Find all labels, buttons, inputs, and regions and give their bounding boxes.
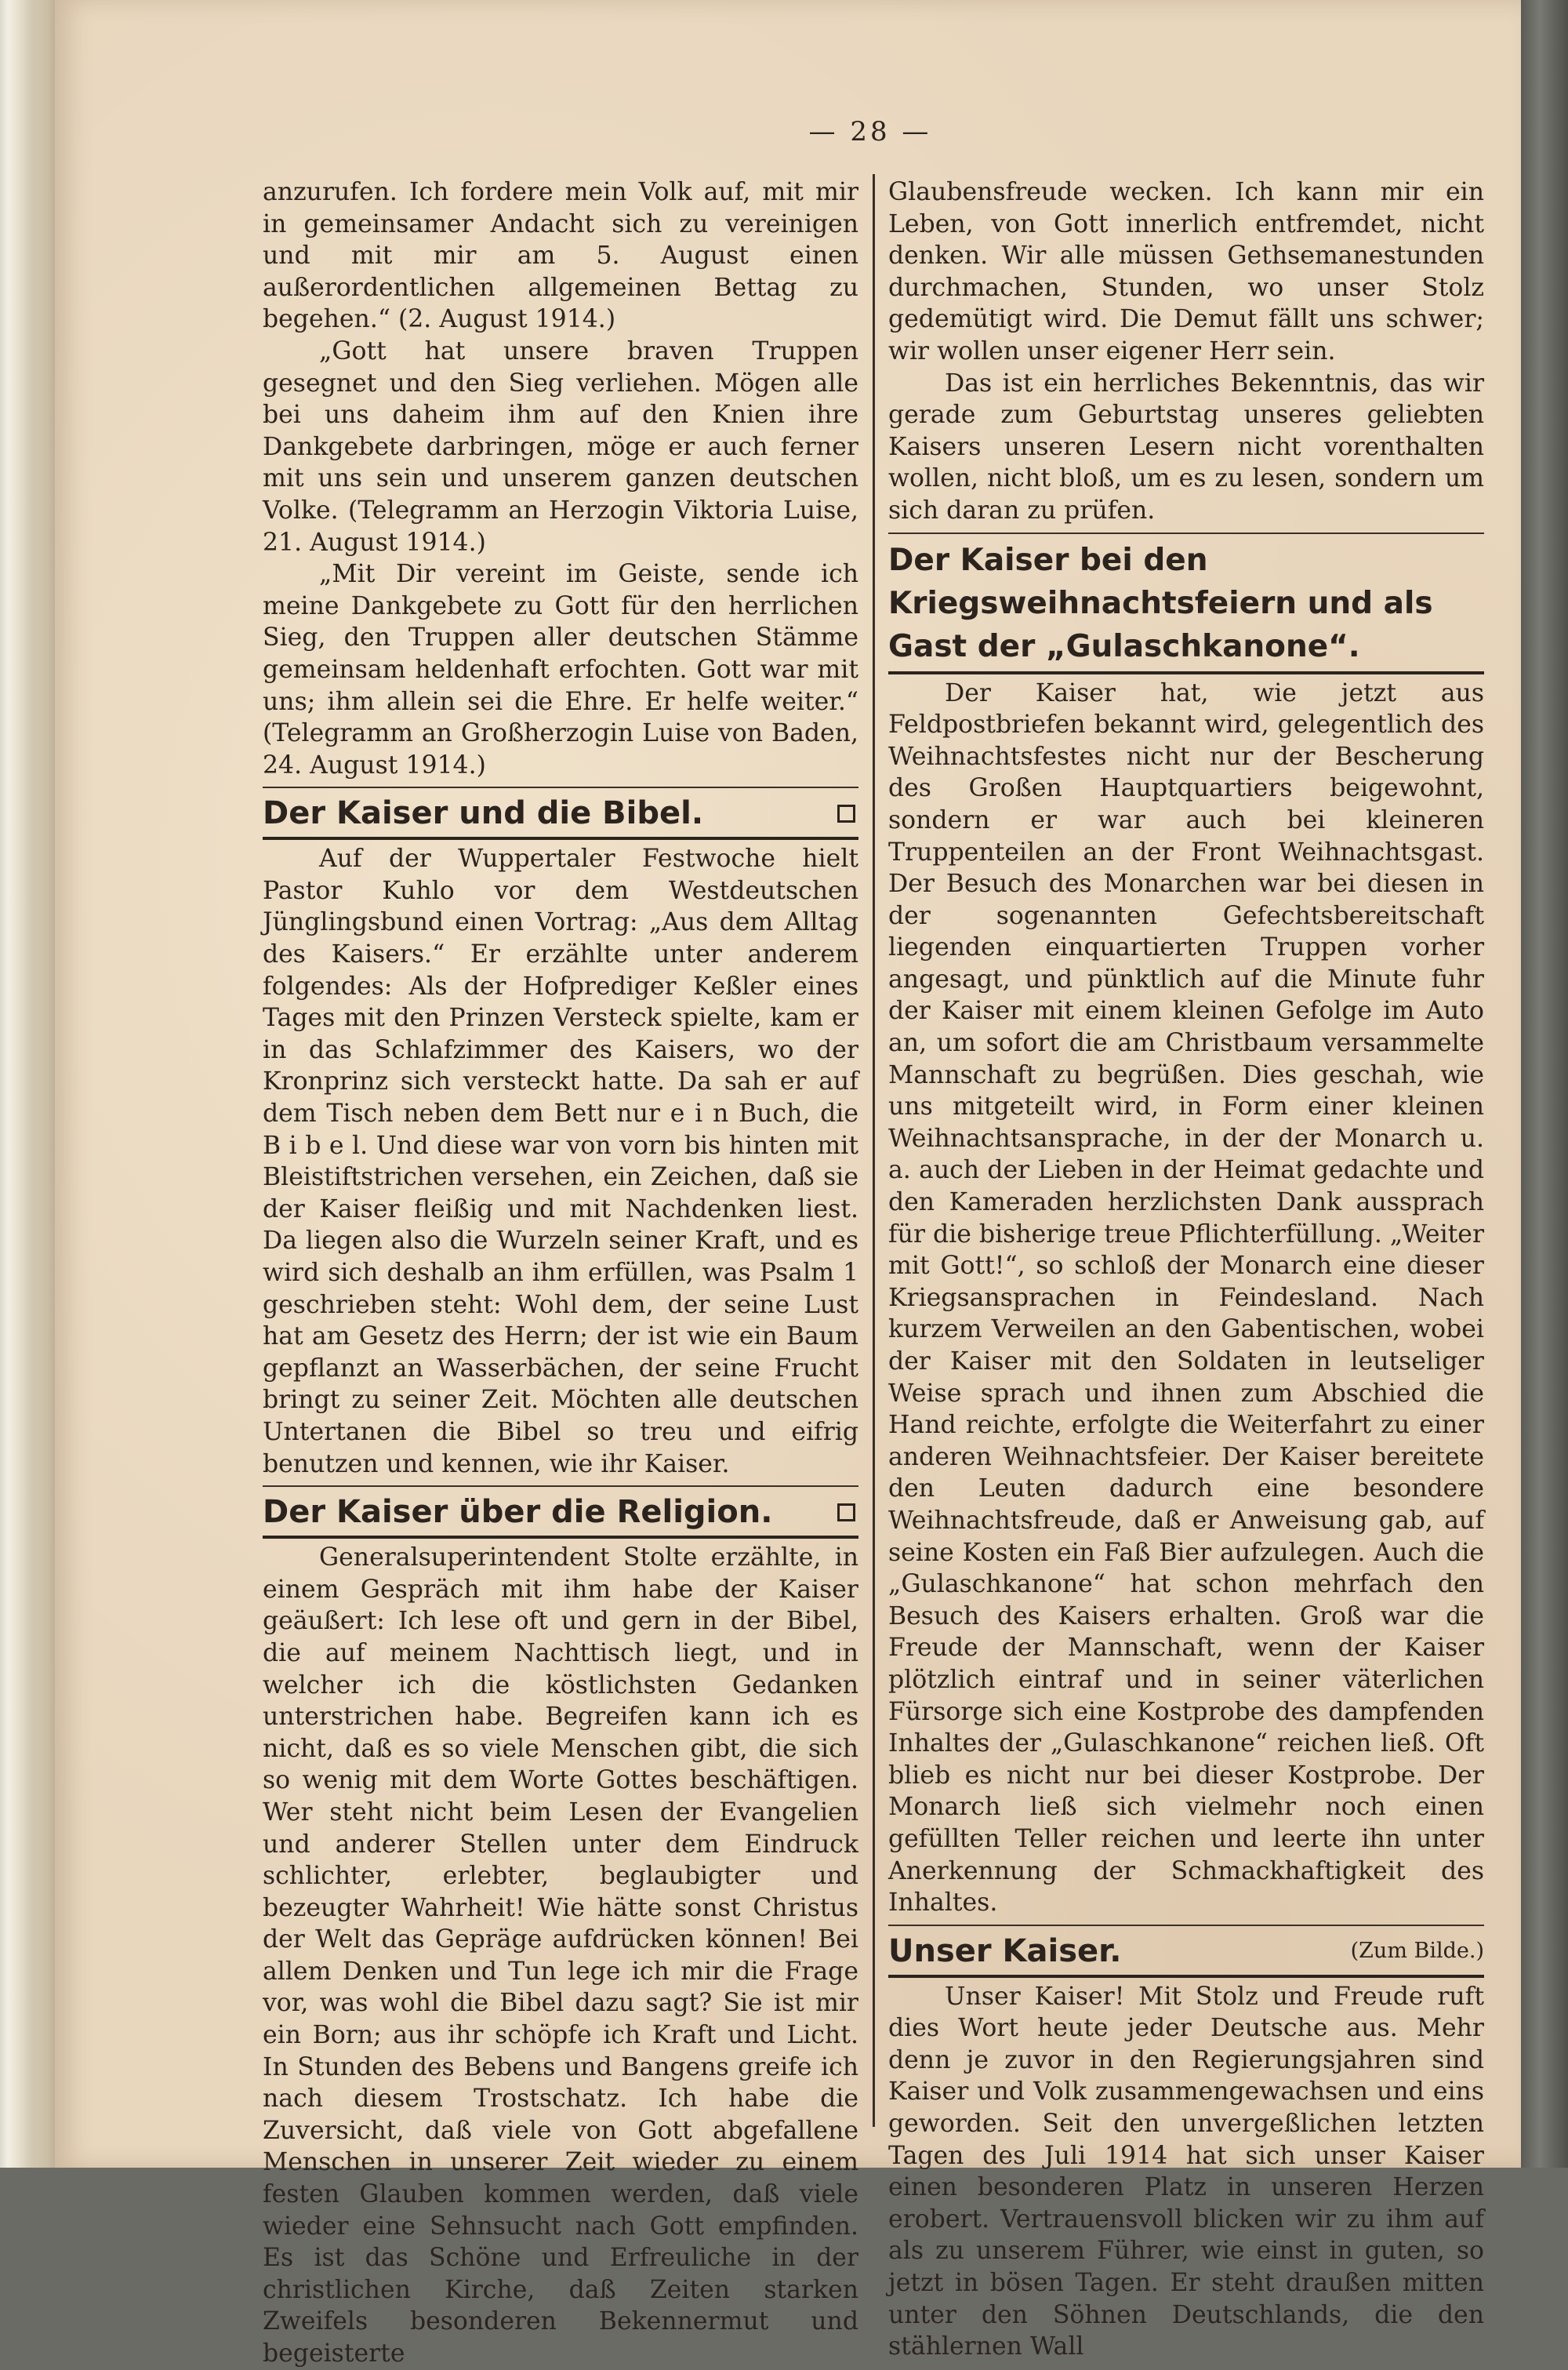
- paragraph: Glaubensfreude wecken. Ich kann mir ein Leben, von Gott innerlich entfremdet, nicht denken. Wir alle müssen Gethsemanestunden durchmachen, Stunden, wo unser Stolz gedemütigt wird. Die Demut fällt uns schwer; wir wollen unser eigener Herr sein.: [888, 178, 1484, 365]
- section-note: (Zum Bilde.): [1350, 1938, 1484, 1963]
- square-ornament-icon: [837, 805, 855, 823]
- section-heading: [263, 1492, 858, 1532]
- section-title: Der Kaiser über die Religion.: [263, 1494, 773, 1531]
- section-rule: [263, 787, 858, 788]
- paragraph: Generalsuperintendent Stolte erzählte, in einem Gespräch mit ihm habe der Kaiser geäußert: Ich lese oft und gern in der Bibel, die auf meinem Nachttisch liegt, und in welcher ich die köstlichsten Gedanken unterstrichen habe. Begreifen kann ich es nicht, daß es so viele Menschen gibt, die sich so wenig mit dem Worte Gottes beschäftigen. Wer steht nicht beim Lesen der Evangelien und anderer Stellen unter dem Eindruck schlichter, erlebter, beglaubigter und bezeugter Wahrheit! Wie hätte sonst Christus der Welt das Gepräge aufdrücken können! Bei allem Denken und Tun lege ich mir die Frage vor, was wohl die Bibel dazu sagt? Sie ist mir ein Born; aus ihr schöpfe ich Kraft und Licht. In Stunden des Bebens und Bangens greife ich nach diesem Trostschatz. Ich habe die Zuversicht, daß viele von Gott abgefallene Menschen in unserer Zeit wieder zu einem festen Glauben kommen werden, daß viele wieder eine Sehnsucht nach Gott empfinden. Es ist das Schöne und Erfreuliche in der christlichen Kirche, daß Zeiten starken Zweifels besonderen Bekennermut und begeisterte: [263, 1543, 858, 2368]
- section-title: Unser Kaiser.: [888, 1932, 1122, 1969]
- section-rule: [263, 1485, 858, 1487]
- section-heading: Der Kaiser bei den Kriegsweihnachtsfeiern und als Gast der „Gulaschkanone“.: [888, 542, 1433, 664]
- paragraph: „Gott hat unsere braven Truppen gesegnet und den Sieg verliehen. Mögen alle bei uns daheim ihm auf den Knien ihre Dankgebete darbringen, möge er auch ferner mit uns sein und unserem ganzen deutschen Volke. (Telegramm an Herzogin Viktoria Luise, 21. August 1914.): [263, 336, 858, 557]
- page-number: — 28 —: [808, 116, 932, 147]
- book-binding-edge: [0, 0, 55, 2168]
- section-rule: [263, 837, 858, 840]
- paragraph: „Mit Dir vereint im Geiste, sende ich meine Dankgebete zu Gott für den herrlichen Sieg, den Truppen aller deutschen Stämme gemeinsam heldenhaft erfochten. Gott war mit uns; ihm allein sei die Ehre. Er helfe weiter.“ (Telegramm an Großherzogin Luise von Baden, 24. August 1914.): [263, 560, 858, 780]
- paragraph: Der Kaiser hat, wie jetzt aus Feldpostbriefen bekannt wird, gelegentlich des Weihnachtsfestes nicht nur der Bescherung des Großen Hauptquartiers beigewohnt, sondern er war auch bei kleineren Truppenteilen an der Front Weihnachtsgast. Der Besuch des Monarchen war bei diesen in der sogenannten Gefechtsbereitschaft liegenden einquartierten Truppen vorher angesagt, und pünktlich auf die Minute fuhr der Kaiser mit einem kleinen Gefolge im Auto an, um sofort die am Christbaum versammelte Mannschaft zu begrüßen. Dies geschah, wie uns mitgeteilt wird, in Form einer kleinen Weihnachtsansprache, in der der Monarch u. a. auch der Lieben in der Heimat gedachte und den Kameraden herzlichsten Dank aussprach für die bisherige treue Pflichterfüllung. „Weiter mit Gott!“, so schloß der Monarch eine dieser Kriegsansprachen in Feindesland. Nach kurzem Verweilen an den Gabentischen, wobei der Kaiser mit den Soldaten in leutseliger Weise sprach und ihnen zum Abschied die Hand reichte, erfolgte die Weiterfahrt zu einer anderen Weihnachtsfeier. Der Kaiser bereitete den Leuten dadurch eine besondere Weihnachtsfreude, daß er Anweisung gab, auf seine Kosten ein Faß Bier aufzulegen. Auch die „Gulaschkanone“ hat schon mehrfach den Besuch des Kaisers erhalten. Groß war die Freude der Mannschaft, wenn der Kaiser plötzlich eintraf und in seiner väterlichen Fürsorge sich eine Kostprobe des dampfenden Inhaltes der „Gulaschkanone“ reichen ließ. Oft blieb es nicht nur bei dieser Kostprobe. Der Monarch ließ sich vielmehr noch einen gefüllten Teller reichen und leerte ihn unter Anerkennung der Schmackhaftigkeit des Inhaltes.: [888, 678, 1484, 1917]
- paragraph: Das ist ein herrliches Bekenntnis, das wir gerade zum Geburtstag unseres geliebten Kaisers unseren Lesern nicht vorenthalten wollen, nicht bloß, um es zu lesen, sondern um sich daran zu prüfen.: [888, 369, 1484, 525]
- section-rule: [263, 1536, 858, 1539]
- square-ornament-icon: [837, 1503, 855, 1521]
- section-heading: [263, 793, 858, 834]
- section-title: Der Kaiser und die Bibel.: [263, 795, 704, 832]
- paragraph: Unser Kaiser! Mit Stolz und Freude ruft dies Wort heute jeder Deutsche aus. Mehr denn je zuvor in den Regierungsjahren sind Kaiser und Volk zusammengewachsen und eins geworden. Seit den unvergeßlichen letzten Tagen des Juli 1914 hat sich unser Kaiser einen besonderen Platz in unseren Herzen erobert. Vertrauensvoll blicken wir zu ihm auf als zu unserem Führer, wie einst in guten, so jetzt in bösen Tagen. Er steht draußen mitten unter den Söhnen Deutschlands, die den stählernen Wall: [888, 1982, 1484, 2361]
- section-heading: [888, 1931, 1484, 1972]
- section-rule: [888, 1925, 1484, 1926]
- section-rule: [888, 671, 1484, 674]
- paragraph: Auf der Wuppertaler Festwoche hielt Pastor Kuhlo vor dem Westdeutschen Jünglingsbund einen Vortrag: „Aus dem Alltag des Kaisers.“ Er erzählte unter anderem folgendes: Als der Hofprediger Keßler eines Tages mit den Prinzen Versteck spielte, kam er in das Schlafzimmer des Kaisers, wo der Kronprinz sich versteckt hatte. Da sah er auf dem Tisch neben dem Bett nur e i n Buch, die B i b e l. Und diese war von vorn bis hinten mit Bleistiftstrichen versehen, ein Zeichen, daß sie der Kaiser fleißig und mit Nachdenken liest. Da liegen also die Wurzeln seiner Kraft, und es wird sich deshalb an ihm erfüllen, was Psalm 1 geschrieben steht: Wohl dem, der seine Lust hat am Gesetz des Herrn; der ist wie ein Baum gepflanzt an Wasserbächen, der seine Frucht bringt zu seiner Zeit. Möchten alle deutschen Untertanen die Bibel so treu und eifrig benutzen und kennen, wie ihr Kaiser.: [263, 845, 858, 1478]
- section-rule: [888, 533, 1484, 534]
- left-column: [263, 176, 858, 2370]
- right-column: [888, 176, 1484, 2363]
- column-divider: [873, 174, 875, 2127]
- section-rule: [888, 1975, 1484, 1978]
- paragraph: anzurufen. Ich fordere mein Volk auf, mit mir in gemeinsamer Andacht sich zu vereinigen und mit mir am 5. August einen außerordentlichen allgemeinen Bettag zu begehen.“ (2. August 1914.): [263, 178, 858, 334]
- book-cover-edge: [1521, 0, 1568, 2168]
